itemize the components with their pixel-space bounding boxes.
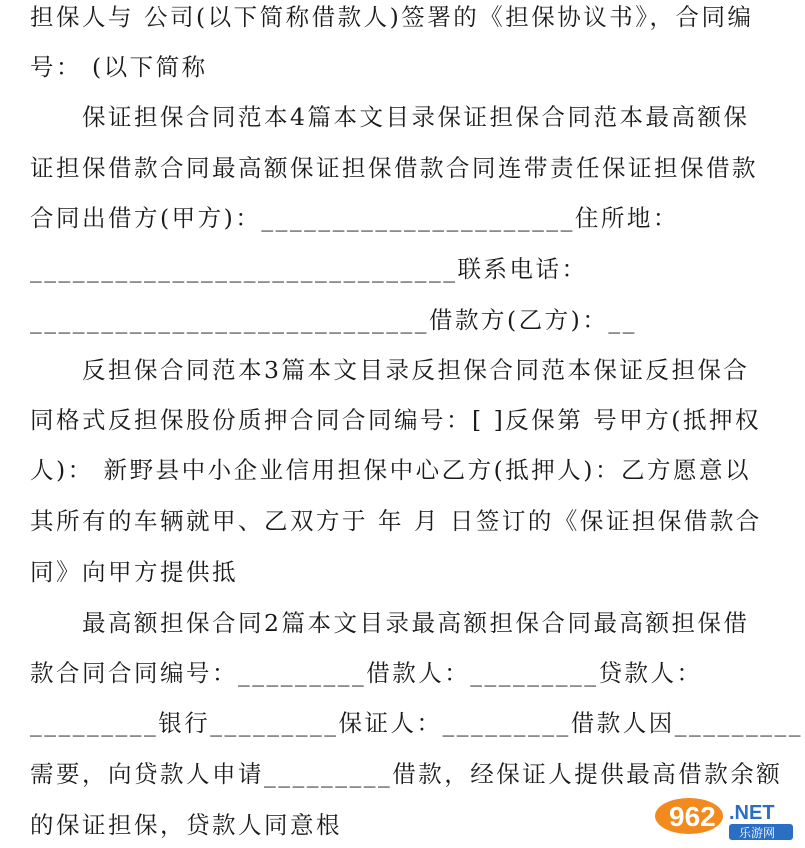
text-line: 同》向甲方提供抵 xyxy=(30,558,238,586)
text-line: 需要，向贷款人申请_________借款，经保证人提供最高借款余额 xyxy=(30,760,783,788)
text-line: 人)： 新野县中小企业信用担保中心乙方(抵押人)：乙方愿意以 xyxy=(30,456,751,484)
text-line: 的保证担保，贷款人同意根 xyxy=(30,811,342,839)
text-line: 同格式反担保股份质押合同合同编号：[ ]反保第 号甲方(抵押权 xyxy=(30,406,761,434)
text-line: 款合同合同编号：_________借款人：_________贷款人： xyxy=(30,659,703,687)
logo-caption-text: 乐游网 xyxy=(739,826,776,840)
text-line: _________银行_________保证人：_________借款人因_________ xyxy=(30,709,803,737)
text-line: 其所有的车辆就甲、乙双方于 年 月 日签订的《保证担保借款合 xyxy=(30,507,762,535)
logo-brand-text: 962 xyxy=(669,801,716,832)
text-line: 证担保借款合同最高额保证担保借款合同连带责任保证担保借款 xyxy=(30,154,758,182)
text-line: 合同出借方(甲方)：______________________住所地： xyxy=(30,204,679,232)
paragraph-start-line: 最高额担保合同2篇本文目录最高额担保合同最高额担保借 xyxy=(82,609,750,637)
text-line: ____________________________借款方(乙方)：__ xyxy=(30,306,637,334)
paragraph-start-line: 反担保合同范本3篇本文目录反担保合同范本保证反担保合 xyxy=(82,356,750,384)
962-watermark-logo xyxy=(649,794,799,842)
text-line: 号： (以下简称 xyxy=(30,53,208,81)
text-line: ______________________________联系电话： xyxy=(30,255,588,283)
logo-suffix-text: .NET xyxy=(729,802,775,824)
paragraph-start-line: 保证担保合同范本4篇本文目录保证担保合同范本最高额保 xyxy=(82,103,750,131)
text-line: 担保人与 公司(以下简称借款人)签署的《担保协议书》，合同编 xyxy=(30,3,754,31)
